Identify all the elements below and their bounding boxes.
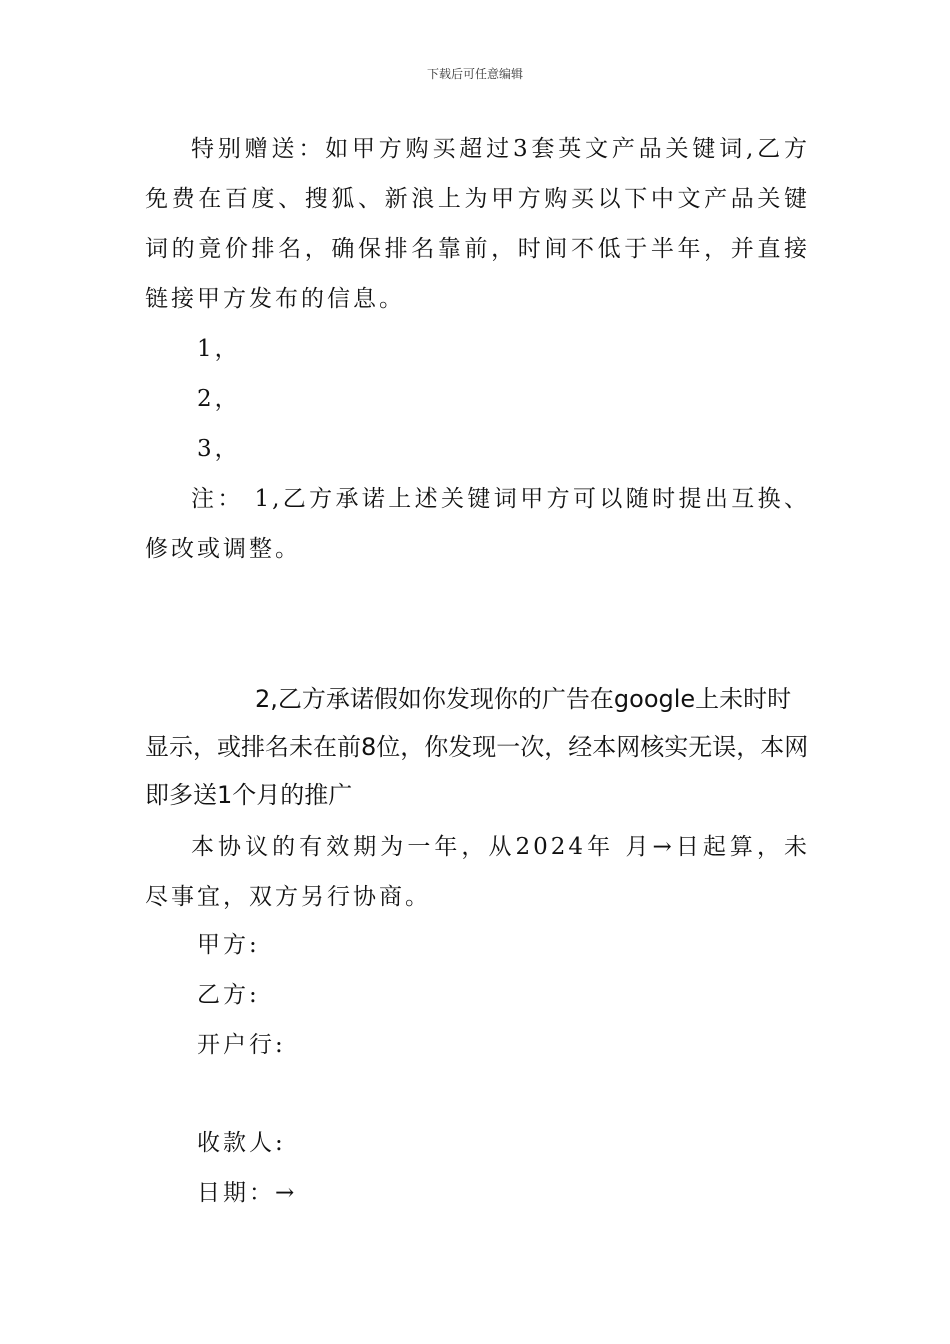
party-b-label: 乙方: [197,982,260,1008]
page-header: 下载后可任意编辑 [426,67,523,81]
date-label: 日期：→ [197,1180,298,1206]
party-a-label: 甲方: [197,932,260,958]
note-block [145,474,810,574]
payee-label: 收款人: [197,1130,286,1156]
bank-label: 开户行: [197,1032,286,1058]
list-item-2: 2， [197,386,241,412]
note-paragraph: 注： 1,乙方承诺上述关键词甲方可以随时提出互换、修改或调整。 [145,486,810,562]
validity-block [145,822,810,922]
document-body [145,124,810,324]
list-item-1: 1， [197,336,241,362]
validity-paragraph: 本协议的有效期为一年，从2024年 月→日起算，未尽事宜，双方另行协商。 [145,834,810,910]
list-item-3: 3， [197,436,241,462]
google-paragraph: 2,乙方承诺假如你发现你的广告在google上未时时显示，或排名未在前8位，你发现一次，经本网核实无误，本网即多送1个月的推广 [145,685,809,809]
gift-paragraph: 特别赠送：如甲方购买超过3套英文产品关键词,乙方免费在百度、搜狐、新浪上为甲方购买以下中文产品关键词的竟价排名，确保排名靠前，时间不低于半年，并直接链接甲方发布的信息。 [145,136,810,312]
google-block [145,675,810,819]
